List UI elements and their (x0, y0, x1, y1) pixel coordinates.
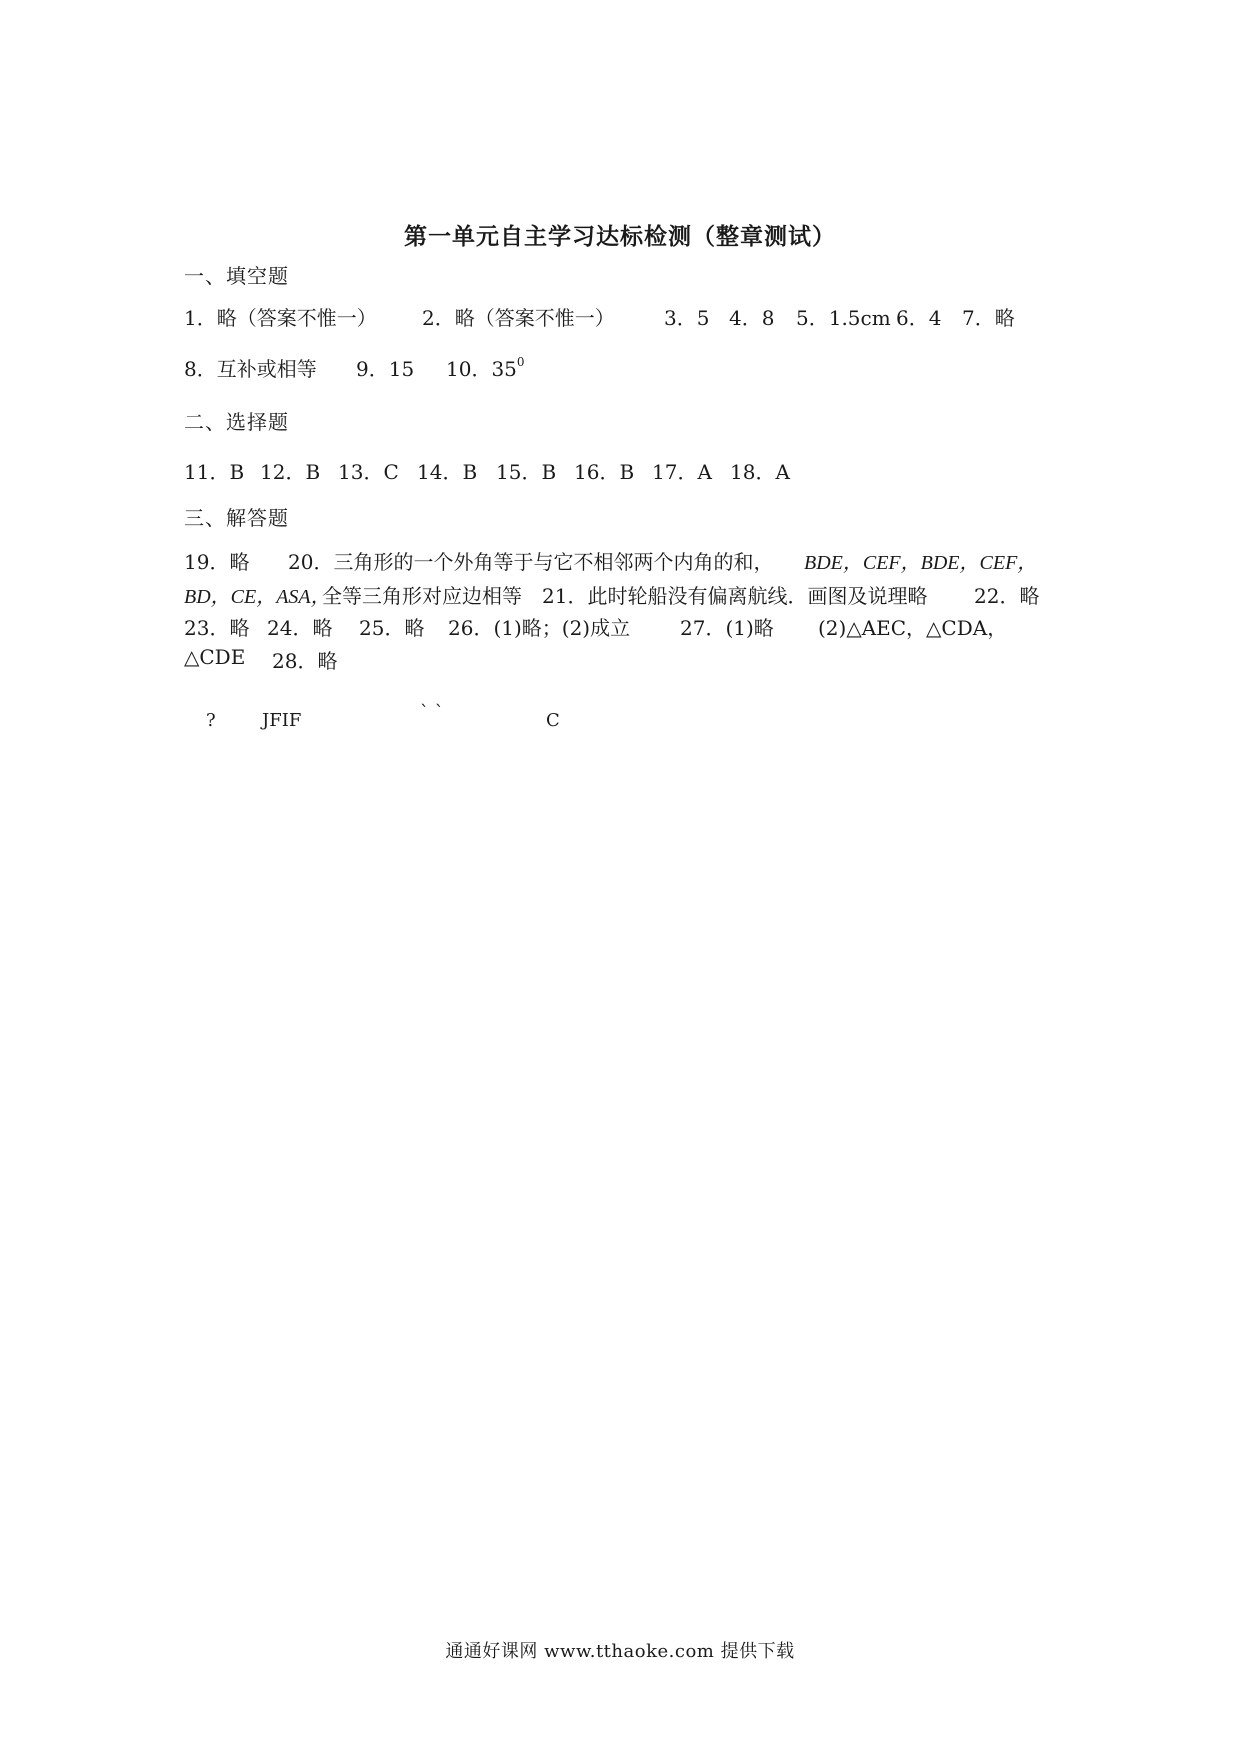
solve-27-triangle: △CDE (184, 645, 246, 669)
answer-6: 6．4 (896, 306, 942, 330)
answer-10-value: 10．35 (446, 357, 517, 381)
answer-5: 5．1.5cm (796, 306, 891, 330)
solve-20-reason: 全等三角形对应边相等 (322, 584, 522, 608)
section-heading-fill-in: 一、填空题 (184, 264, 289, 288)
solve-20-terms: BD，CE，ASA， (184, 586, 331, 608)
solve-23: 23．略 (184, 616, 250, 640)
choice-17: 17．A (652, 460, 712, 484)
solve-27: 27．(1)略 (680, 616, 774, 640)
page-title: 第一单元自主学习达标检测（整章测试） (404, 224, 836, 250)
answer-2: 2．略（答案不惟一） (422, 306, 615, 330)
answer-1: 1．略（答案不惟一） (184, 306, 377, 330)
solve-21: 21．此时轮船没有偏离航线．画图及说理略 (542, 584, 928, 608)
section-heading-choice: 二、选择题 (184, 410, 289, 434)
solve-24: 24．略 (267, 616, 333, 640)
choice-15: 15．B (496, 460, 557, 484)
choice-14: 14．B (417, 460, 478, 484)
choice-13: 13．C (338, 460, 399, 484)
choice-11: 11．B (184, 460, 245, 484)
answer-10 (446, 353, 525, 382)
choice-12: 12．B (260, 460, 321, 484)
answer-9: 9．15 (356, 357, 415, 381)
choice-16: 16．B (574, 460, 635, 484)
stray-c: C (546, 710, 560, 731)
solve-20: 20．三角形的一个外角等于与它不相邻两个内角的和， (288, 550, 774, 574)
solve-25: 25．略 (359, 616, 425, 640)
solve-20-segments: BDE，CEF，BDE，CEF， (804, 552, 1038, 574)
stray-question-mark: ? (206, 710, 216, 731)
answer-10-degree-sup: 0 (516, 355, 525, 369)
stray-ticks: ` ` (420, 702, 444, 723)
answer-8: 8．互补或相等 (184, 357, 317, 381)
solve-26: 26．(1)略；(2)成立 (448, 616, 631, 640)
stray-jfif: JFIF (262, 710, 302, 731)
answer-7: 7．略 (962, 306, 1015, 330)
footer-source: 通通好课网 www.tthaoke.com 提供下载 (445, 1641, 795, 1662)
answer-3: 3．5 (664, 306, 710, 330)
solve-22: 22．略 (974, 584, 1040, 608)
choice-18: 18．A (730, 460, 790, 484)
solve-27-part2: (2)△AEC，△CDA， (818, 616, 1008, 640)
solve-28: 28．略 (272, 649, 338, 673)
solve-19: 19．略 (184, 550, 250, 574)
answer-4: 4．8 (729, 306, 775, 330)
section-heading-solve: 三、解答题 (184, 506, 289, 530)
